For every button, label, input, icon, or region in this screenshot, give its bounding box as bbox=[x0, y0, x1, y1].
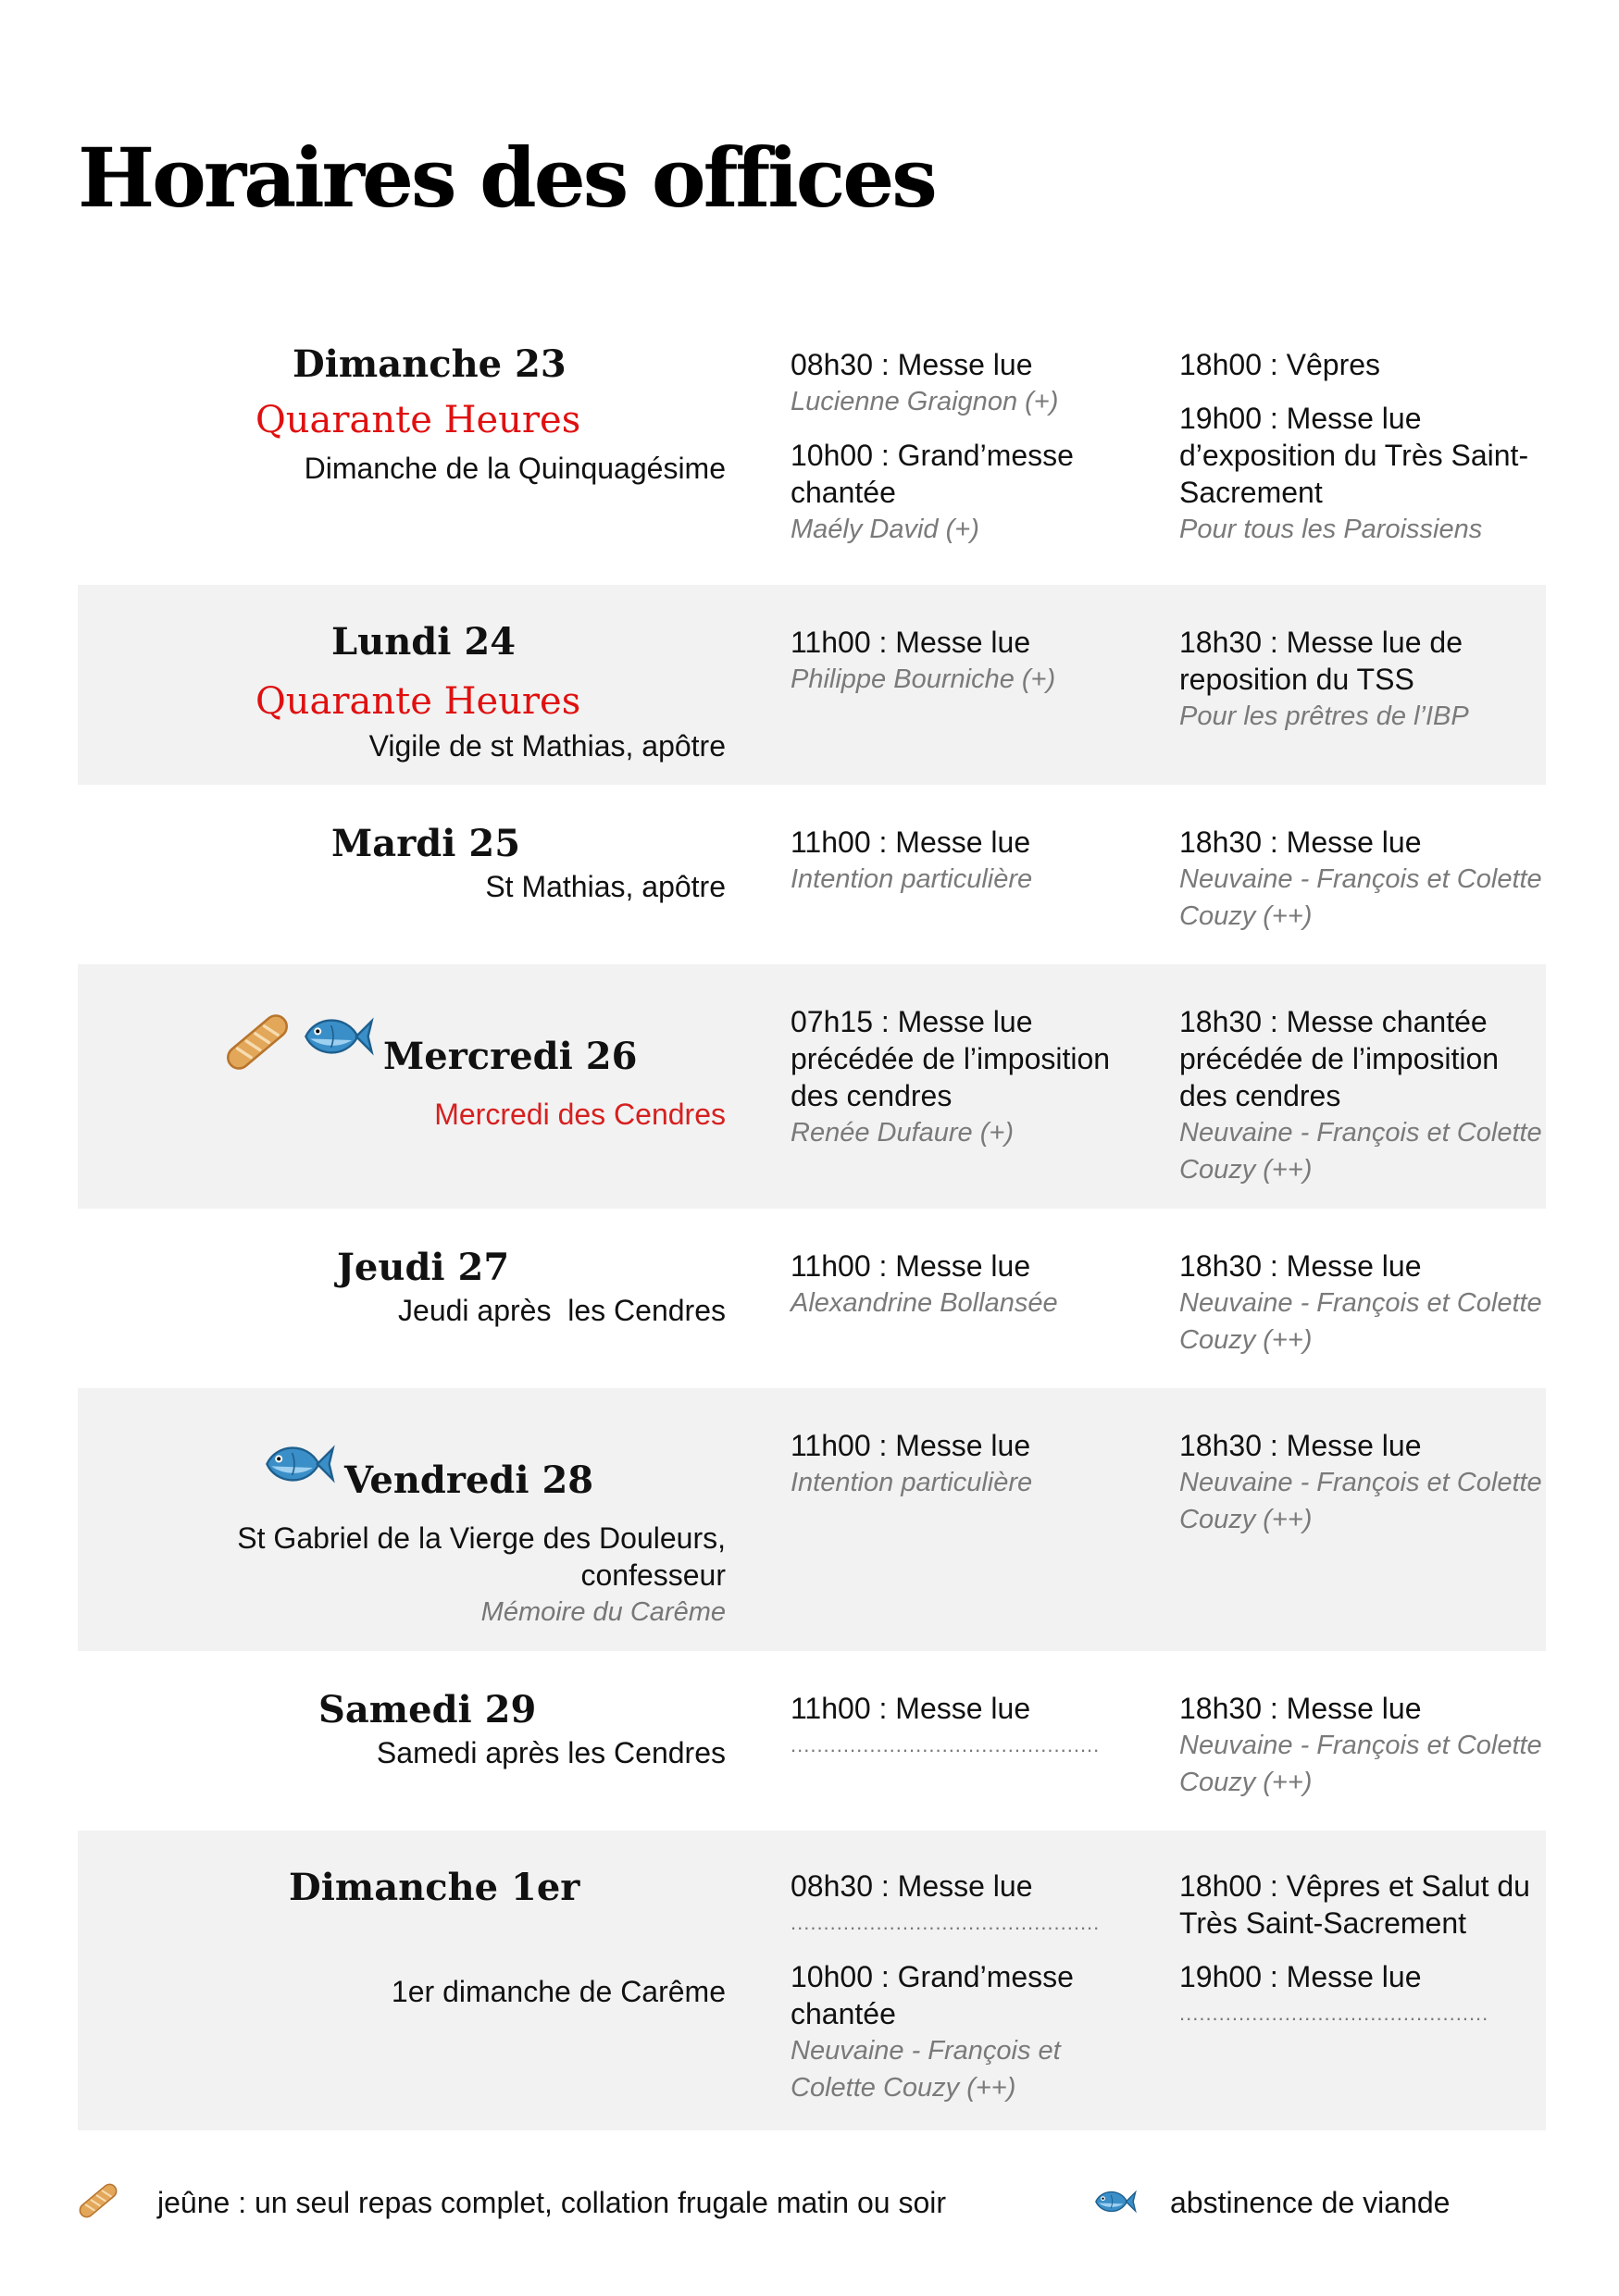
office-time: 11h00 : Messe lue bbox=[791, 1249, 1031, 1283]
schedule-row-friday-28 bbox=[78, 1388, 1546, 1651]
mass-intention: Renée Dufaure (+) bbox=[791, 1118, 1014, 1148]
office-time: 11h00 : Messe lue bbox=[791, 825, 1031, 859]
day-name: Dimanche 23 bbox=[293, 342, 567, 386]
schedule-row-wednesday-26 bbox=[78, 964, 1546, 1209]
office-time: 18h30 : Messe lue bbox=[1179, 1249, 1422, 1283]
mass-intention-blank: ............................................... bbox=[1179, 2002, 1489, 2025]
feast-label: Samedi après les Cendres bbox=[376, 1736, 726, 1769]
day-name: Mardi 25 bbox=[331, 822, 521, 865]
office-time: 18h30 : Messe lue de reposition du TSS bbox=[1179, 626, 1463, 696]
office-time: 18h30 : Messe lue bbox=[1179, 825, 1422, 859]
mass-intention: Maély David (+) bbox=[791, 515, 979, 544]
schedule-row-thursday-27 bbox=[78, 1210, 1546, 1386]
office-time: 07h15 : Messe lue précédée de l’imposition des cendres bbox=[791, 1005, 1111, 1112]
mass-intention: Alexandrine Bollansée bbox=[791, 1288, 1058, 1318]
mass-intention: Lucienne Graignon (+) bbox=[791, 387, 1059, 416]
day-name: Mercredi 26 bbox=[383, 1035, 638, 1078]
schedule-row-saturday-29 bbox=[78, 1653, 1546, 1829]
mass-intention: Neuvaine - François et Colette Couzy (++) bbox=[791, 2036, 1061, 2103]
mass-intention: Neuvaine - François et Colette Couzy (++) bbox=[1179, 1288, 1542, 1355]
bread-icon bbox=[74, 2177, 122, 2225]
office-time: 10h00 : Grand’messe chantée bbox=[791, 439, 1074, 509]
day-name: Vendredi 28 bbox=[344, 1458, 594, 1502]
mass-intention: Neuvaine - François et Colette Couzy (++) bbox=[1179, 1731, 1542, 1797]
office-time: 08h30 : Messe lue bbox=[791, 1869, 1033, 1903]
feast-label: Vigile de st Mathias, apôtre bbox=[368, 729, 726, 763]
mass-intention: Neuvaine - François et Colette Couzy (++) bbox=[1179, 864, 1542, 931]
mass-intention: Philippe Bourniche (+) bbox=[791, 664, 1056, 694]
page-title: Horaires des offices bbox=[78, 130, 935, 226]
schedule-row-sunday-23 bbox=[78, 333, 1546, 583]
feast-label: Mercredi des Cendres bbox=[434, 1098, 726, 1131]
schedule-row-sunday-1 bbox=[78, 1831, 1546, 2130]
feast-label: Dimanche de la Quinquagésime bbox=[304, 452, 726, 485]
day-name: Lundi 24 bbox=[331, 620, 517, 664]
mass-intention-blank: ............................................... bbox=[791, 1911, 1101, 1934]
fish-icon bbox=[261, 1438, 335, 1490]
mass-intention-blank: ............................................... bbox=[791, 1733, 1101, 1756]
office-time: 11h00 : Messe lue bbox=[791, 626, 1031, 659]
feast-label: St Gabriel de la Vierge des Douleurs, confesseur bbox=[237, 1521, 726, 1592]
schedule-row-monday-24 bbox=[78, 585, 1546, 785]
mass-intention: Intention particulière bbox=[791, 1468, 1033, 1497]
mass-intention: Pour les prêtres de l’IBP bbox=[1179, 701, 1469, 731]
feast-label: Jeudi après les Cendres bbox=[398, 1294, 726, 1327]
feast-label: 1er dimanche de Carême bbox=[391, 1975, 726, 2008]
mass-intention: Neuvaine - François et Colette Couzy (++) bbox=[1179, 1118, 1542, 1185]
mass-intention: Pour tous les Paroissiens bbox=[1179, 515, 1483, 544]
office-time: 11h00 : Messe lue bbox=[791, 1692, 1031, 1725]
office-time: 18h00 : Vêpres bbox=[1179, 348, 1381, 381]
office-time: 18h00 : Vêpres et Salut du Très Saint-Sacrement bbox=[1179, 1869, 1530, 1940]
office-time: 18h30 : Messe lue bbox=[1179, 1429, 1422, 1462]
mass-intention: Intention particulière bbox=[791, 864, 1033, 894]
office-time: 18h30 : Messe lue bbox=[1179, 1692, 1422, 1725]
special-label: Quarante Heures bbox=[255, 680, 581, 723]
fish-icon bbox=[300, 1011, 374, 1062]
office-time: 08h30 : Messe lue bbox=[791, 348, 1033, 381]
memorial-label: Mémoire du Carême bbox=[480, 1597, 726, 1627]
special-label: Quarante Heures bbox=[255, 399, 581, 441]
office-time: 19h00 : Messe lue bbox=[1179, 1960, 1422, 1993]
bread-icon bbox=[218, 1003, 296, 1081]
legend-fast-text: jeûne : un seul repas complet, collation frugale matin ou soir bbox=[157, 2186, 947, 2219]
feast-label: St Mathias, apôtre bbox=[485, 870, 726, 903]
legend-abstinence-text: abstinence de viande bbox=[1170, 2186, 1451, 2219]
office-time: 10h00 : Grand’messe chantée bbox=[791, 1960, 1074, 2030]
schedule-row-tuesday-25 bbox=[78, 787, 1546, 962]
office-time: 18h30 : Messe chantée précédée de l’imposition des cendres bbox=[1179, 1005, 1500, 1112]
day-name: Dimanche 1er bbox=[289, 1866, 580, 1909]
office-time: 19h00 : Messe lue d’exposition du Très Saint-Sacrement bbox=[1179, 402, 1529, 509]
mass-intention: Neuvaine - François et Colette Couzy (++) bbox=[1179, 1468, 1542, 1534]
day-name: Samedi 29 bbox=[318, 1688, 537, 1731]
day-name: Jeudi 27 bbox=[337, 1246, 510, 1289]
fish-icon bbox=[1092, 2186, 1137, 2217]
office-time: 11h00 : Messe lue bbox=[791, 1429, 1031, 1462]
